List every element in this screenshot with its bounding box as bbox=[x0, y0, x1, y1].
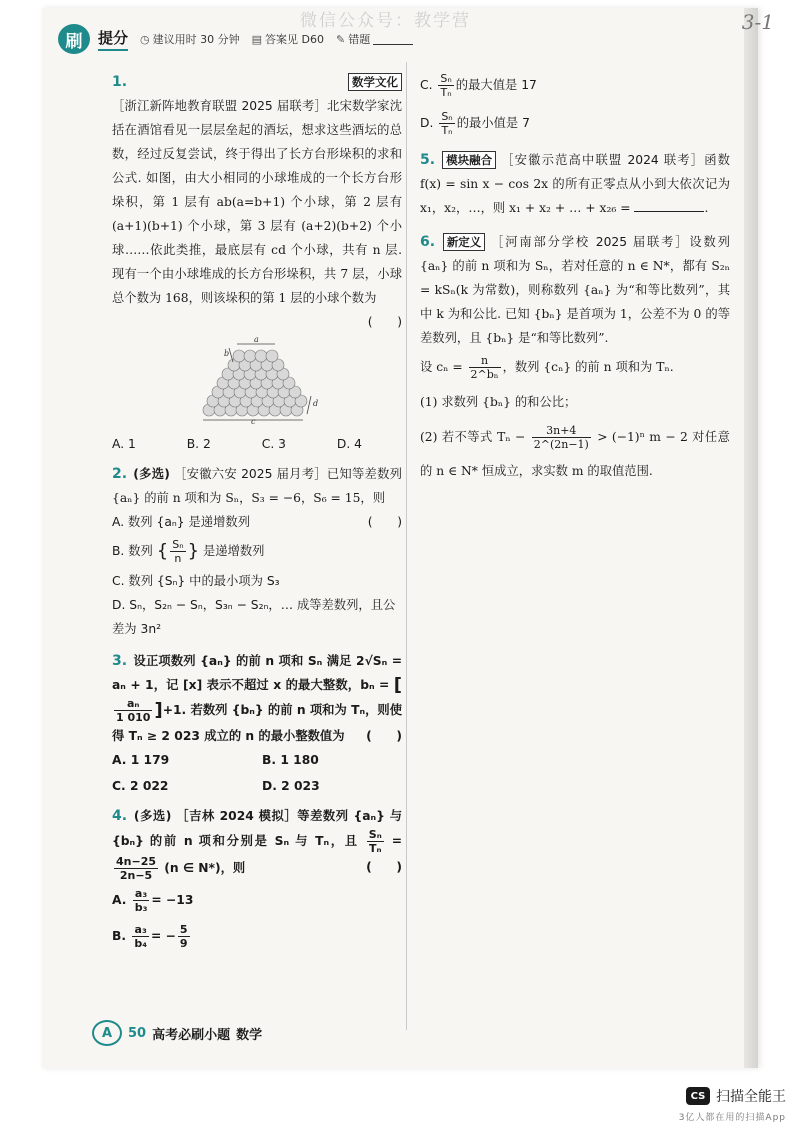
ratio-value-fraction bbox=[114, 855, 158, 882]
fraction-denominator: 2n−5 bbox=[119, 869, 153, 882]
stacked-balls-svg bbox=[187, 334, 327, 424]
section-title: 提分 bbox=[98, 27, 128, 51]
question-6 bbox=[420, 230, 730, 350]
book-icon: ▤ bbox=[251, 32, 263, 46]
question-source: ［安徽示范高中联盟 2024 联考］ bbox=[501, 153, 705, 167]
fraction bbox=[133, 887, 150, 914]
time-hint-label: 建议用时 30 分钟 bbox=[152, 33, 240, 46]
question-stem: 北宋数学家沈括在酒馆看见一层层垒起的酒坛，想求这些酒坛的总数，经过反复尝试，终于得出了长方台形垛积的求和公式. 如图，由大小相同的小球堆成的一个长方台形垛积，第 1 层有 ab(a=b+1) 个小球，第 2 层有 (a+1)(b+1) 个小球，第 3 层有 (a+2)(b+2) 个小球……依此类推，最底层有 cd 个小球，共有 n 层. 现有一个由小球堆成的长方台形垛积，共 7 层，小球总个数为 168，则该垛积的第 1 层的小球个数为 bbox=[112, 99, 402, 305]
fraction-denominator: 2^bₙ bbox=[470, 368, 499, 381]
option-value: = − bbox=[151, 929, 176, 943]
q6-part1: (1) 求数列 {bₙ} 的和公比； bbox=[420, 395, 577, 409]
option-a: A. 1 bbox=[112, 437, 136, 451]
q3-options bbox=[112, 748, 402, 798]
option-b bbox=[112, 534, 402, 569]
option-value: 的最大值是 17 bbox=[455, 78, 537, 92]
option-b bbox=[112, 918, 402, 954]
fraction bbox=[438, 72, 453, 99]
fraction-numerator: n bbox=[469, 354, 501, 368]
question-1 bbox=[112, 70, 402, 329]
fraction-denominator: n bbox=[174, 552, 182, 565]
scanner-name: 扫描全能王 bbox=[716, 1089, 786, 1105]
q4-options-cd bbox=[420, 66, 730, 142]
option-label: B. bbox=[112, 929, 127, 943]
answer-paren: ( ) bbox=[367, 315, 402, 329]
fraction-numerator: Sₙ bbox=[440, 72, 452, 85]
question-number: 4. bbox=[112, 808, 128, 824]
question-tag: 数学文化 bbox=[348, 73, 402, 91]
option-c bbox=[420, 66, 730, 104]
fraction-numerator: Sₙ bbox=[368, 828, 382, 841]
fraction-denominator: b₃ bbox=[134, 901, 148, 914]
watermark-text: 微信公众号：教学营 bbox=[300, 11, 471, 31]
question-stem: 函数 f(x) = sin x − cos 2x 的所有正零点从小到大依次记为 x₁，x₂，…，则 x₁ + x₂ + … + x₂₆ = bbox=[420, 153, 730, 215]
fraction-denominator: b₄ bbox=[134, 937, 148, 950]
fraction-numerator: Sₙ bbox=[441, 110, 453, 123]
page-footer bbox=[92, 1020, 262, 1046]
stacked-balls-figure bbox=[112, 334, 402, 426]
fraction-denominator: Tₙ bbox=[368, 842, 382, 855]
fig-label-d: d bbox=[313, 399, 319, 408]
error-hint-label: 错题 bbox=[348, 33, 371, 46]
right-column bbox=[420, 66, 730, 488]
book-title: 高考必刷小题 bbox=[152, 1027, 231, 1043]
section-header bbox=[58, 22, 708, 56]
option-value: 的最小值是 7 bbox=[456, 116, 530, 130]
question-stem-part2: +1. 若数列 {bₙ} 的前 n 项和为 Tₙ，则使得 Tₙ ≥ 2 023 成立的 n 的最小整数值为 bbox=[112, 703, 402, 743]
fraction bbox=[170, 538, 185, 565]
question-stem-part2: (n ∈ N*)，则 bbox=[164, 861, 246, 875]
question-3 bbox=[112, 649, 402, 749]
brace-right: } bbox=[187, 540, 200, 562]
question-stem-part1: 设数列 {aₙ} 的前 n 项和为 Sₙ，若对任意的 n ∈ N*，都有 S₂ₙ = kSₙ(k 为常数)，则称数列 {aₙ} 为“和等比数列”，其中 k 为和公比. 已知 {bₙ} 是首项为 1，公差不为 0 的等差数列，且 {bₙ} 是“和等比数列”. bbox=[420, 235, 730, 345]
left-column bbox=[112, 70, 402, 954]
q6-cn-definition bbox=[420, 350, 730, 384]
fig-label-a: a bbox=[254, 335, 259, 344]
question-5 bbox=[420, 148, 730, 220]
question-stem-part1: 设正项数列 {aₙ} 的前 n 项和 Sₙ 满足 2√Sₙ = aₙ + 1，记 [x] 表示不超过 x 的最大整数，bₙ = bbox=[112, 653, 402, 692]
option-label: D. bbox=[420, 116, 434, 130]
q4-options-ab bbox=[112, 882, 402, 954]
stem-end: . bbox=[704, 201, 709, 215]
question-4 bbox=[112, 804, 402, 882]
brace-left: { bbox=[156, 540, 169, 562]
answer-blank bbox=[634, 197, 704, 212]
option-d: D. Sₙ，S₂ₙ − Sₙ，S₃ₙ − S₂ₙ，… 成等差数列，且公差为 3n² bbox=[112, 597, 396, 636]
question-source: ［吉林 2024 模拟］ bbox=[176, 809, 298, 823]
option-value: = −13 bbox=[151, 893, 194, 907]
option-c: C. 3 bbox=[261, 437, 286, 451]
option-b-suffix: 是递增数列 bbox=[202, 544, 265, 558]
fraction bbox=[439, 110, 454, 137]
fraction-numerator: aₙ bbox=[114, 697, 152, 711]
fraction-numerator: 5 bbox=[179, 923, 188, 936]
option-c: C. 数列 {Sₙ} 中的最小项为 S₃ bbox=[112, 573, 280, 588]
shua-badge: 刷 bbox=[58, 24, 90, 54]
option-d: D. 2 023 bbox=[262, 779, 320, 793]
time-hint bbox=[140, 31, 240, 47]
question-number: 5. bbox=[420, 152, 436, 168]
brand-logo-icon: A bbox=[92, 1020, 122, 1046]
answer-paren: ( ) bbox=[366, 860, 402, 874]
fraction-denominator: Tₙ bbox=[440, 86, 452, 99]
fraction bbox=[469, 354, 501, 381]
floor-close: ] bbox=[154, 699, 163, 721]
fraction-numerator: 3n+4 bbox=[532, 424, 591, 438]
scanner-watermark bbox=[686, 1086, 786, 1106]
question-tag: (多选) bbox=[133, 467, 170, 481]
fraction bbox=[532, 424, 591, 451]
question-source: ［河南部分学校 2025 届联考］ bbox=[491, 235, 690, 249]
equals-sign: = bbox=[391, 834, 403, 848]
question-number: 6. bbox=[420, 234, 436, 250]
question-stem-part1: 等差数列 {aₙ} 与 {bₙ} 的前 n 项和分别是 Sₙ 与 Tₙ，且 bbox=[112, 809, 403, 848]
pencil-icon: ✎ bbox=[336, 32, 346, 46]
question-number: 1. bbox=[112, 74, 128, 90]
error-hint bbox=[336, 31, 413, 47]
fraction-denominator: 2^(2n−1) bbox=[533, 438, 589, 451]
clock-icon: ◷ bbox=[140, 32, 150, 46]
option-d: D. 4 bbox=[336, 437, 362, 451]
fraction-denominator: Tₙ bbox=[441, 124, 453, 137]
q6-part2 bbox=[420, 420, 730, 488]
scanner-tagline: 3亿人都在用的扫描App bbox=[678, 1113, 786, 1123]
option-a bbox=[112, 882, 402, 918]
fig-label-c: c bbox=[251, 417, 256, 424]
option-label: C. bbox=[420, 78, 433, 92]
fig-label-b: b bbox=[224, 349, 230, 358]
subject-label: 数学 bbox=[236, 1027, 263, 1043]
corner-mark: 3-1 bbox=[741, 10, 774, 34]
fraction-denominator: 1 010 bbox=[116, 711, 151, 724]
part2-prefix: (2) 若不等式 Tₙ − bbox=[420, 430, 526, 444]
answer-paren: ( ) bbox=[367, 515, 402, 529]
fraction bbox=[132, 923, 149, 950]
option-d bbox=[420, 104, 730, 142]
ratio-fraction bbox=[367, 828, 384, 855]
fraction bbox=[114, 697, 152, 724]
floor-fraction: [ bbox=[393, 674, 402, 695]
fraction-denominator: 9 bbox=[179, 937, 188, 950]
option-label: A. bbox=[112, 893, 127, 907]
question-number: 2. bbox=[112, 466, 128, 482]
question-number: 3. bbox=[112, 652, 128, 669]
answer-hint bbox=[252, 31, 324, 47]
answer-hint-label: 答案见 D60 bbox=[265, 33, 324, 46]
answer-paren: ( ) bbox=[366, 729, 402, 743]
page-edge bbox=[744, 8, 758, 1068]
fraction-numerator: 4n−25 bbox=[116, 855, 157, 868]
option-a: A. 数列 {aₙ} 是递增数列 bbox=[112, 515, 250, 529]
q2-options bbox=[112, 510, 402, 641]
option-b-prefix: B. 数列 bbox=[112, 544, 153, 558]
q1-options bbox=[112, 432, 362, 456]
option-a: A. 1 179 bbox=[112, 753, 170, 767]
cn-suffix: ，数列 {cₙ} 的前 n 项和为 Tₙ. bbox=[502, 360, 674, 374]
question-source: ［安徽六安 2025 届月考］ bbox=[174, 467, 327, 481]
question-source: ［浙江新阵地教育联盟 2025 届联考］ bbox=[112, 99, 328, 113]
option-b: B. 1 180 bbox=[262, 753, 319, 767]
camscanner-logo-icon: CS bbox=[686, 1087, 710, 1105]
fraction-numerator: a₃ bbox=[133, 887, 150, 901]
option-b: B. 2 bbox=[186, 437, 211, 451]
page-number: 50 bbox=[128, 1025, 147, 1041]
option-c: C. 2 022 bbox=[112, 779, 169, 793]
fraction-numerator: a₃ bbox=[132, 923, 149, 937]
column-divider bbox=[406, 62, 407, 1030]
cn-prefix: 设 cₙ = bbox=[420, 360, 463, 374]
error-blank bbox=[373, 34, 413, 45]
question-tag: 新定义 bbox=[443, 233, 486, 251]
fraction bbox=[178, 923, 190, 950]
question-stem: 已知等差数列 {aₙ} 的前 n 项和为 Sₙ，S₃ = −6，S₆ = 15，则 bbox=[112, 467, 402, 505]
question-tag: (多选) bbox=[133, 809, 172, 823]
fraction-numerator: Sₙ bbox=[172, 538, 184, 551]
question-tag: 模块融合 bbox=[442, 151, 496, 169]
part2-suffix: > (−1)ⁿ m − 2 对任意的 n ∈ N* 恒成立，求实数 m 的取值范围. bbox=[420, 430, 730, 478]
